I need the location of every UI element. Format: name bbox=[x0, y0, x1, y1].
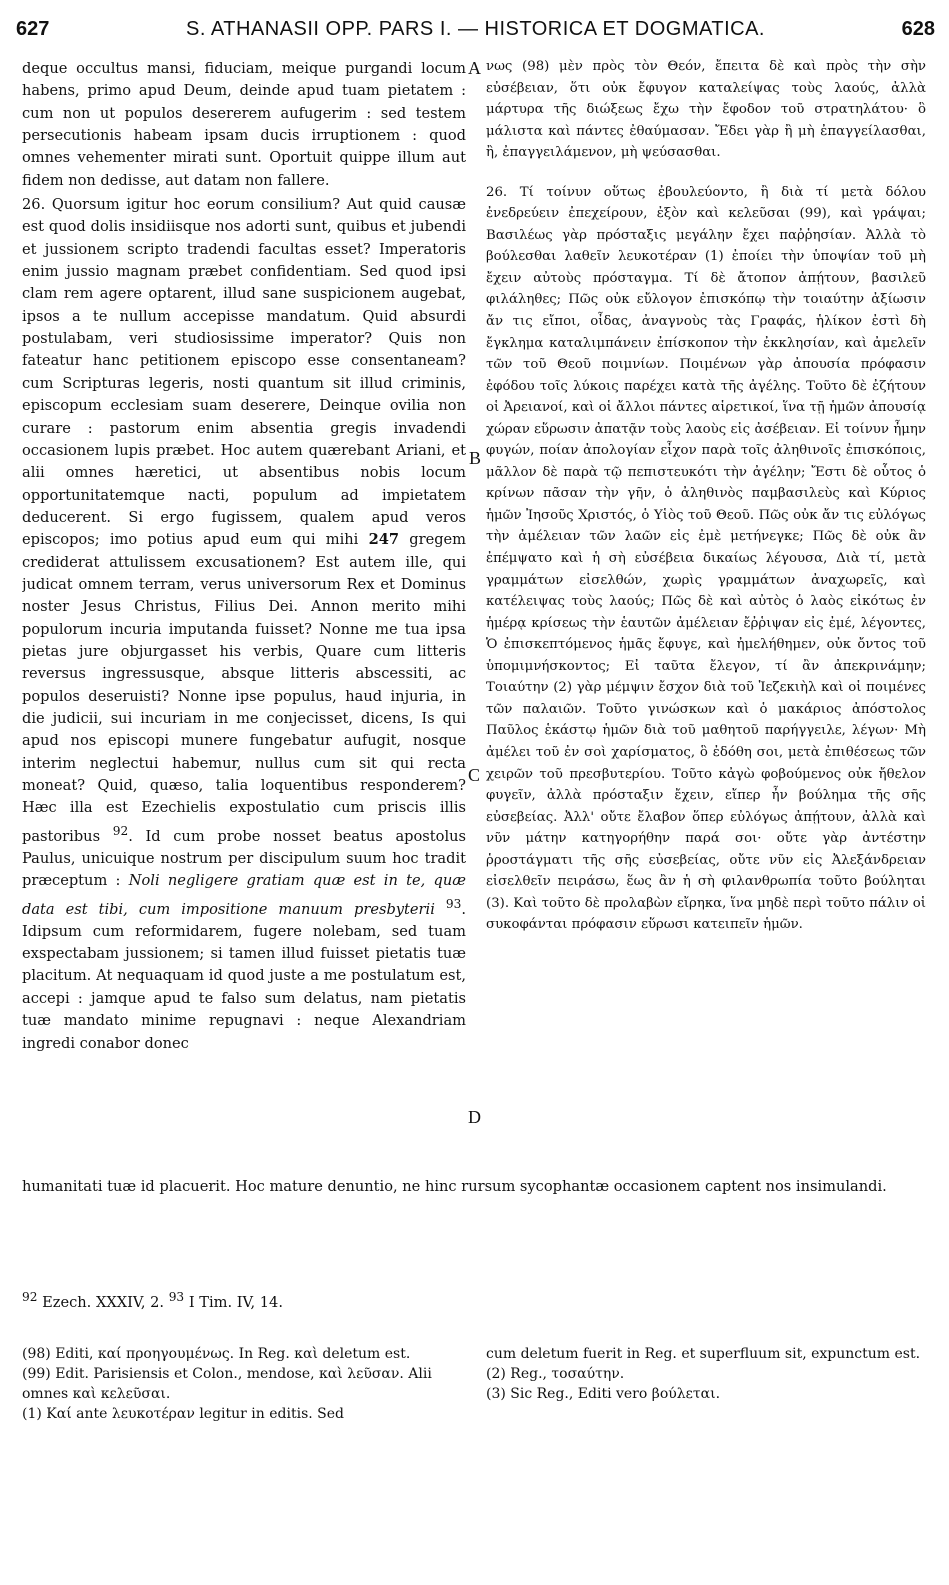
critical-note: (3) Sic Reg., Editi vero βούλεται. bbox=[486, 1386, 721, 1402]
footnote-text: Ezech. XXXIV, 2. bbox=[42, 1293, 165, 1311]
latin-column bbox=[22, 58, 466, 1055]
greek-paragraph-26: 26. Τί τοίνυν οὕτως ἐβουλεύοντο, ἢ διὰ τί μετὰ δόλου ἐνεδρεύειν ἐπεχείρουν, ἐξὸν καὶ κελεῦσαι (99), καὶ γράψαι; Βασιλέως γὰρ πρόσταξις μεγάλην ἔχει παῤῥησίαν. Ἀλλὰ τὸ βούλεσθαι λαθεῖν λευκοτέραν (1) ἐποίει τὴν ὑποψίαν τοῦ μὴ ἔχειν αὐτοὺς πρόσταγμα. Τί δὲ ἄτοπον ἀπῄτουν, βασιλεῦ φιλάληθες; Πῶς οὐκ εὔλογον ἐπισκόπῳ τὴν τοιαύτην ἀξίωσιν ἄν τις εἴποι, οἶδας, ἀναγνοὺς τὰς Γραφάς, ἡλίκον ἐστὶ δὴ ἔγκλημα καταλιμπάνειν ἐπίσκοπον τὴν ἐκκλησίαν, καὶ ἀμελεῖν τῶν τοῦ Θεοῦ ποιμνίων. Ποιμένων γὰρ ἀπουσία πρόφασιν ἐφόδου τοῖς λύκοις παρέχει κατὰ τῆς ἀγέλης. Τοῦτο δὲ ἐζήτουν οἱ Ἀρειανοί, καὶ οἱ ἄλλοι πάντες αἱρετικοί, ἵνα τῇ ἡμῶν ἀπουσίᾳ χώραν εὕρωσιν ἀπατᾷν τοὺς λαοὺς εἰς ἀσέβειαν. Εἰ τοίνυν ἦμην φυγών, ποίαν ἀπολογίαν εἶχον παρὰ τοῖς ἀληθινοῖς ἐπισκόποις, μᾶλλον δὲ παρὰ τῷ πεπιστευκότι τὴν ἀγέλην; Ἔστι δὲ οὗτος ὁ κρίνων πᾶσαν τὴν γῆν, ὁ ἀληθινὸς παμβασιλεὺς καὶ Κύριος ἡμῶν Ἰησοῦς Χριστός, ὁ Υἱὸς τοῦ Θεοῦ. Πῶς οὐκ ἄν τις εὐλόγως τὴν ἀμέλειαν τῶν λαῶν εἰς ἐμὲ μετήνεγκε; Πῶς δὲ οὐκ ἂν ἐπέμψατο καὶ ἡ σὴ εὐσέβεια δικαίως λέγουσα, Διὰ τί, μετὰ γραμμάτων εἰσελθών, χωρὶς γραμμάτων ἀναχωρεῖς, καὶ κατέλειψας τοὺς λαούς; Πῶς δὲ καὶ αὐτὸς ὁ λαὸς εἰκότως ἐν ἡμέρᾳ κρίσεως τὴν ἑαυτῶν ἀμέλειαν ἔῤῥιψαν εἰς ἐμέ, λέγοντες, Ὁ ἐπισκεπτόμενος ἡμᾶς ἔφυγε, καὶ ἠμελήθημεν, οὐκ ὄντος τοῦ ὑπομιμνήσκοντος; Εἰ ταῦτα ἔλεγον, τί ἂν ἀπεκρινάμην; Τοιαύτην (2) γὰρ μέμψιν ἔσχον διὰ τοῦ Ἰεζεκιὴλ καὶ οἱ ποιμένες τῶν παλαιῶν. Τοῦτο γινώσκων καὶ ὁ μακάριος ἀπόστολος Παῦλος ἑκάστῳ ἡμῶν διὰ τοῦ μαθητοῦ παρήγγειλε, λέγων· Μὴ ἀμέλει τοῦ ἐν σοὶ χαρίσματος, ὃ ἐδόθη σοι, μετὰ ἐπιθέσεως τῶν χειρῶν τοῦ πρεσβυτερίου. Τοῦτο κἀγὼ φοβούμενος οὐκ ἤθελον φυγεῖν, ἀλλὰ πρόσταξιν ἔχειν, εἴπερ ἦν βούλημα τῆς σῆς εὐσεβείας. Ἀλλ' οὔτε ἔλαβον ὅπερ εὐλόγως ἀπῄτουν, ἀλλὰ καὶ νῦν μάτην κατηγορήθην παρά σοι· οὔτε γὰρ ἀντέστην ῥροστάγματι τῆς σῆς εὐσεβείας, οὔτε νῦν εἰς Ἀλεξάνδρειαν εἰσελθεῖν πειράσω, ἕως ἂν ἡ σὴ φιλανθρωπία τοῦτο βούληται (3). Καὶ τοῦτο δὲ προλαβὼν εἴρηκα, ἵνα μηδὲ περὶ τοῦτο πάλιν οἱ συκοφάνται πρόφασιν εὕρωσι κατειπεῖν ἡμῶν. bbox=[486, 184, 926, 933]
footnote-number: 93 bbox=[168, 1290, 185, 1304]
scripture-quote: Noli negligere gratiam quæ est in te, quæ data est tibi, cum impositione manuum presbyterii bbox=[22, 872, 466, 918]
critical-note: (2) Reg., τοσαύτην. bbox=[486, 1366, 625, 1382]
footnote-text: I Tim. IV, 14. bbox=[188, 1293, 283, 1311]
margin-letter-a: A bbox=[468, 58, 481, 78]
critical-note: (1) Καί ante λευκοτέραν legitur in editis. Sed bbox=[22, 1406, 344, 1422]
latin-text: . Idipsum cum reformidarem, fugere nolebam, sed tuam exspectabam jussionem; si tamen illud fuisset pietatis tuæ placitum. At nequaquam id quod juste a me postulatum est, accepi : jamque apud te falso sum delatus, nam pietatis tuæ mandato minime repugnavi : neque Alexandriam ingredi conabor donec bbox=[22, 900, 466, 1052]
margin-letter-d: D bbox=[468, 1107, 481, 1127]
greek-paragraph: νως (98) μὲν πρὸς τὸν Θεόν, ἔπειτα δὲ καὶ πρὸς τὴν σὴν εὐσέβειαν, ὅτι οὐκ ἔφυγον καταλείψας τοὺς λαούς, ἀλλὰ μάρτυρα τῆς διώξεως ἔχω τὴν ἔφοδον τοῦ στρατηλάτου· ὃ μάλιστα καὶ πάντες ἐθαύμασαν. Ἔδει γὰρ ἢ μὴ ἐπαγγείλασθαι, ἢ, ἐπαγγειλάμενον, μὴ ψεύσασθαι. bbox=[486, 59, 926, 161]
latin-text: gregem crediderat attulissem excusationem? Est autem ille, qui judicat omnem terram, verus universorum Rex et Dominus noster Jesus Christus, Filius Dei. Annon merito mihi populorum incuria imputanda fuisset? Nonne me tua ipsa pietas jure objurgasset his verbis, Quare cum litteris reversus ingressusque, absque litteris abscessiti, ac populos deseruisti? Nonne ipse populus, haud injuria, in die judicii, sui incuriam in me conjecisset, dicens, Is qui apud nos episcopi munere fungebatur aufugit, nosque interim neglectui habemur, nullus cum sit qui recta moneat? Quid, quæso, talia loquentibus responderem? Hæc illa est Ezechielis expostulatio cum priscis illis pastoribus bbox=[22, 531, 466, 845]
page-header bbox=[16, 14, 935, 44]
critical-notes-left bbox=[22, 1344, 458, 1424]
latin-paragraph-26 bbox=[22, 194, 466, 1055]
page-number-right: 628 bbox=[901, 18, 935, 40]
latin-continuation: humanitati tuæ id placuerit. Hoc mature denuntio, ne hinc rursum sycophantæ occasionem captent nos insimulandi. bbox=[22, 1178, 887, 1195]
latin-text: 26. Quorsum igitur hoc eorum consilium? Aut quid causæ est quod dolis insidiisque nos adorti sunt, quibus et jubendi et jussionem scripto tradendi facultas esset? Imperatoris enim jussio magnam præbet confidentiam. Sed quod ipsi clam rem agere optarent, illud sane suspicionem augebat, ipsos a te nullum accepisse mandatum. Quid absurdi postulabam, veri studiosissime imperator? Quis non fateatur hanc petitionem episcopo esse consentaneam? cum Scripturas legeris, nosti quantum sit illud criminis, episcopum ecclesiam suam deserere, Deinque ovilia non curare : pastorum enim absentia gregis invadendi occasionem lupis præbet. Hoc autem quærebant Ariani, et alii omnes hæretici, ut absentibus nobis locum opportunitatemque nacti, populum ad impietatem deducerent. Si ergo fugissem, qualem apud veros episcopos; imo potius apud eum qui mihi bbox=[22, 196, 466, 549]
latin-text: . Id cum probe nosset beatus apostolus Paulus, unicuique nostrum per discipulum suum hoc tradit præceptum : bbox=[22, 827, 466, 890]
footnote-reference: 92 bbox=[112, 823, 129, 838]
margin-letter-b: B bbox=[469, 448, 482, 468]
footnote-number: 92 bbox=[22, 1290, 38, 1304]
running-title: S. ATHANASII OPP. PARS I. — HISTORICA ET DOGMATICA. bbox=[186, 18, 765, 40]
critical-note: (99) Edit. Parisiensis et Colon., mendose, καὶ λεῦσαν. Alii omnes καὶ κελεῦσαι. bbox=[22, 1366, 432, 1402]
greek-column bbox=[486, 56, 926, 936]
critical-notes-right bbox=[486, 1344, 926, 1404]
page-number-left: 627 bbox=[16, 18, 50, 40]
critical-note: (98) Editi, καί προηγουμένως. In Reg. καὶ deletum est. bbox=[22, 1346, 411, 1362]
margin-letter-c: C bbox=[468, 765, 481, 785]
critical-note: cum deletum fuerit in Reg. et superfluum sit, expunctum est. bbox=[486, 1346, 921, 1362]
page-marker: 247 bbox=[368, 531, 400, 549]
footnote-reference: 93 bbox=[445, 896, 462, 911]
latin-paragraph: deque occultus mansi, fiduciam, meique purgandi locum habens, primo apud Deum, deinde apud tuam pietatem : cum non ut populos desererem aufugerim : sed testem persecutionis habeam ipsam ducis irruptionem : quod omnes vehementer mirati sunt. Oportuit quippe illum aut fidem non dedisse, aut datam non fallere. bbox=[22, 60, 466, 189]
footnotes bbox=[22, 1290, 283, 1311]
